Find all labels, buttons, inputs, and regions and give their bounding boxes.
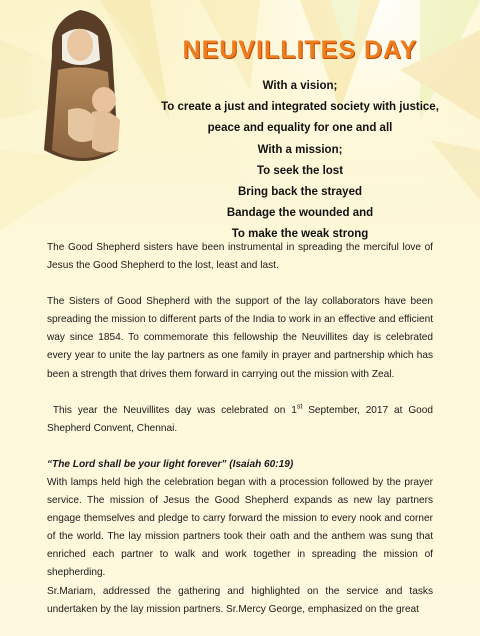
scripture-quote: “The Lord shall be your light forever” (Isaiah 60:19) — [47, 458, 294, 470]
motto-line: To create a just and integrated society with justice, — [161, 101, 439, 114]
motto-line: Bandage the wounded and — [226, 207, 374, 220]
motto-line: To make the weak strong — [231, 228, 369, 241]
motto-line: With a vision; — [262, 80, 338, 92]
statue-image — [22, 0, 147, 170]
page-title: NEUVILLITES DAY — [182, 36, 418, 64]
paragraph-event — [47, 402, 433, 438]
motto-line: peace and equality for one and all — [207, 122, 393, 135]
article-body — [47, 239, 433, 619]
paragraph-celebration: With lamps held high the celebration began with a procession followed by the prayer service. The mission of Jesus the Good Shepherd expands as new lay partners engage themselves and pledge to carry forward the mission to every nook and corner of the world. The lay mission partners took their oath and the anthem was sung that enriched each partner to walk and work together in spreading the mission of shepherding. — [47, 476, 433, 579]
paragraph-history: The Sisters of Good Shepherd with the support of the lay collaborators have been spreading the mission to different parts of the India to work in an effective and efficient way since 1854. To commemorate this fellowship the Neuvillites day is celebrated every year to unite the lay partners as one family in prayer and partnership which has been a strength that drives them forward in carrying out the mission with Zeal. — [47, 296, 433, 380]
ordinal-suffix: st — [296, 403, 303, 411]
motto-line: With a mission; — [257, 143, 343, 156]
event-text-start: This year the Neuvillites day was celebrated on 1 — [52, 404, 297, 416]
paragraph-intro: The Good Shepherd sisters have been instrumental in spreading the merciful love of Jesus the Good Shepherd to the lost, least and last. — [47, 242, 433, 272]
paragraph-address: Sr.Mariam, addressed the gathering and highlighted on the service and tasks undertaken by the lay mission partners. Sr.Mercy George, emphasized on the great — [47, 585, 433, 615]
event-text-end: September, 2017 at Good Shepherd Convent, Chennai. — [47, 404, 434, 434]
motto — [150, 76, 450, 246]
motto-line: Bring back the strayed — [238, 186, 362, 199]
motto-line: To seek the lost — [256, 164, 344, 177]
